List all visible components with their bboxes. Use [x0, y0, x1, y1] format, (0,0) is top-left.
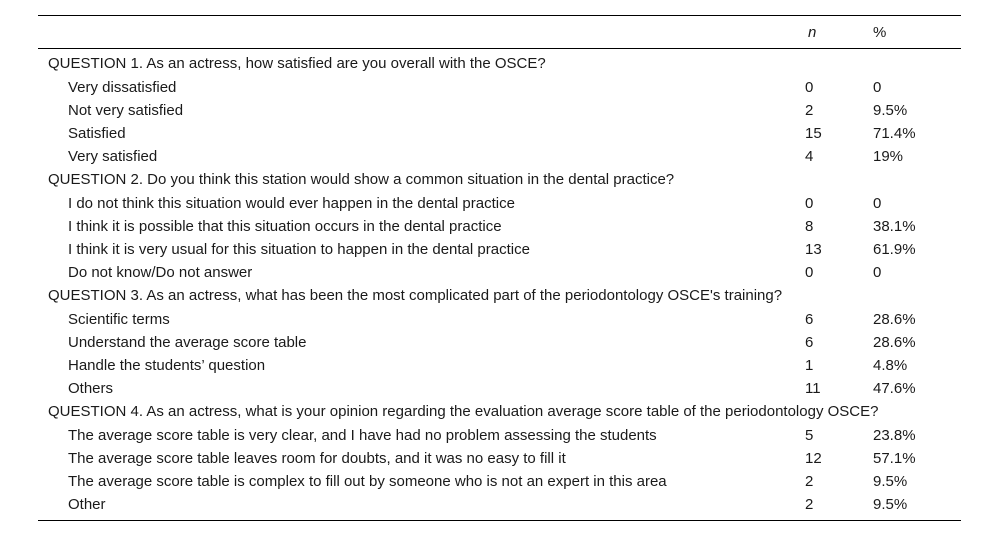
row-percent: 61.9%: [873, 241, 916, 258]
row-n: 6: [805, 334, 814, 351]
table-row: [38, 261, 961, 284]
question-title: QUESTION 3. As an actress, what has been the most complicated part of the periodontology OSCE's training?: [48, 287, 783, 304]
row-n: 2: [805, 496, 814, 513]
row-n: 4: [805, 148, 814, 165]
row-label: Others: [68, 380, 114, 397]
row-label: Do not know/Do not answer: [68, 264, 253, 281]
table-row: [38, 424, 961, 447]
row-percent: 0: [873, 264, 882, 281]
row-label: Handle the students’ question: [68, 357, 266, 374]
table-row: [38, 145, 961, 168]
row-label: Satisfied: [68, 125, 126, 142]
question-title: QUESTION 4. As an actress, what is your opinion regarding the evaluation average score table of the periodontology OSCE?: [48, 403, 879, 420]
row-n: 13: [805, 241, 822, 258]
table-row: [38, 331, 961, 354]
survey-table: [38, 15, 961, 521]
table-row: [38, 354, 961, 377]
row-percent: 0: [873, 195, 882, 212]
row-n: 2: [805, 102, 814, 119]
header-n: n: [808, 24, 817, 41]
row-n: 1: [805, 357, 814, 374]
row-percent: 9.5%: [873, 496, 908, 513]
table-body: [38, 49, 961, 516]
row-n: 0: [805, 79, 814, 96]
row-n: 15: [805, 125, 822, 142]
row-label: I think it is very usual for this situation to happen in the dental practice: [68, 241, 530, 258]
row-percent: 4.8%: [873, 357, 908, 374]
table-row: [38, 238, 961, 261]
row-label: Scientific terms: [68, 311, 170, 328]
row-percent: 71.4%: [873, 125, 916, 142]
row-label: Very dissatisfied: [68, 79, 177, 96]
row-label: Understand the average score table: [68, 334, 307, 351]
row-percent: 38.1%: [873, 218, 916, 235]
row-n: 12: [805, 450, 822, 467]
table-row: [38, 493, 961, 516]
row-percent: 23.8%: [873, 427, 916, 444]
row-label: Very satisfied: [68, 148, 158, 165]
row-label: I think it is possible that this situation occurs in the dental practice: [68, 218, 502, 235]
question-title: QUESTION 2. Do you think this station would show a common situation in the dental practice?: [48, 171, 675, 188]
row-percent: 47.6%: [873, 380, 916, 397]
row-label: Other: [68, 496, 106, 513]
table-row: [38, 470, 961, 493]
row-percent: 9.5%: [873, 473, 908, 490]
table-row: [38, 99, 961, 122]
row-n: 0: [805, 264, 814, 281]
row-label: The average score table is complex to fill out by someone who is not an expert in this area: [68, 473, 667, 490]
row-percent: 28.6%: [873, 334, 916, 351]
header-percent: %: [873, 24, 887, 41]
row-n: 11: [805, 380, 821, 397]
table-header: [38, 16, 961, 49]
table-row: [38, 447, 961, 470]
row-percent: 9.5%: [873, 102, 908, 119]
row-label: The average score table is very clear, and I have had no problem assessing the students: [68, 427, 657, 444]
table-row: [38, 122, 961, 145]
row-label: The average score table leaves room for doubts, and it was no easy to fill it: [68, 450, 566, 467]
row-percent: 19%: [873, 148, 904, 165]
row-percent: 0: [873, 79, 882, 96]
row-n: 0: [805, 195, 814, 212]
row-label: Not very satisfied: [68, 102, 184, 119]
row-n: 6: [805, 311, 814, 328]
row-n: 8: [805, 218, 814, 235]
table-row: [38, 76, 961, 99]
row-n: 5: [805, 427, 814, 444]
row-percent: 28.6%: [873, 311, 916, 328]
row-percent: 57.1%: [873, 450, 916, 467]
table-row: [38, 215, 961, 238]
table-row: [38, 192, 961, 215]
row-n: 2: [805, 473, 814, 490]
table-bottom-rule: [38, 520, 961, 521]
row-label: I do not think this situation would ever happen in the dental practice: [68, 195, 515, 212]
table-row: [38, 308, 961, 331]
question-title: QUESTION 1. As an actress, how satisfied are you overall with the OSCE?: [48, 55, 546, 72]
table-row: [38, 377, 961, 400]
